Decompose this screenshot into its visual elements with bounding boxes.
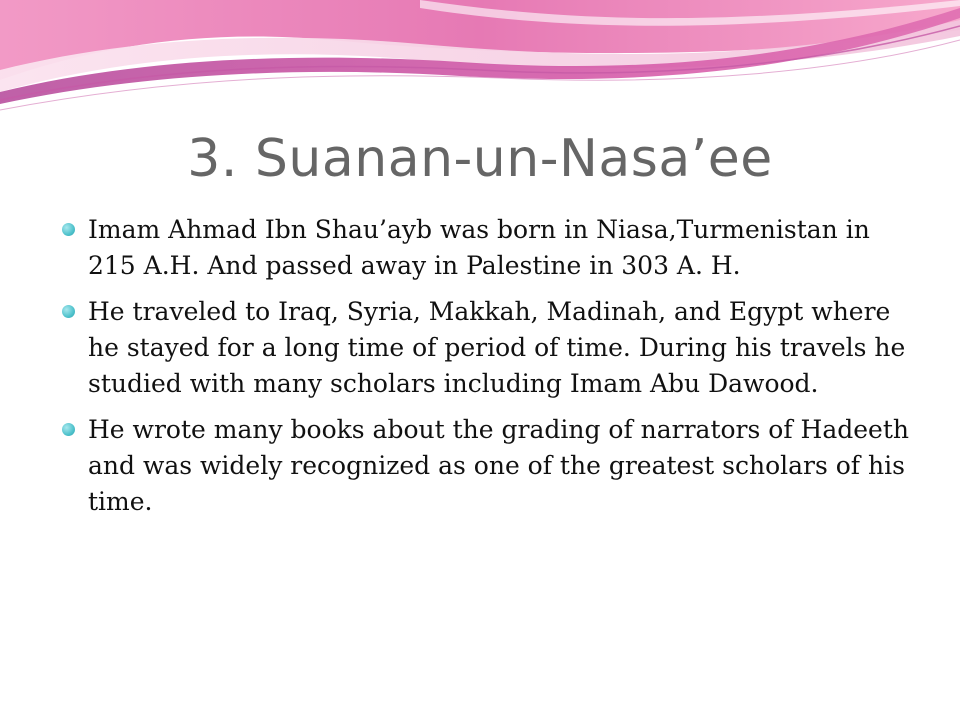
bullet-text: He traveled to Iraq, Syria, Makkah, Madinah, and Egypt where he stayed for a long time of period of time. During his travels he studied with many scholars including Imam Abu Dawood. [88,297,906,398]
bullet-text: Imam Ahmad Ibn Shau’ayb was born in Niasa,Turmenistan in 215 A.H. And passed away in Palestine in 303 A. H. [88,215,870,280]
bullet-icon [62,305,75,318]
bullet-item [60,412,920,520]
slide-title: 3. Suanan-un-Nasa’ee [187,129,773,189]
bullet-item [60,294,920,402]
bullet-icon [62,223,75,236]
bullet-icon [62,423,75,436]
bullet-item [60,212,920,284]
bullet-text: He wrote many books about the grading of narrators of Hadeeth and was widely recognized as one of the greatest scholars of his time. [88,415,909,516]
bullet-list [60,212,920,530]
decorative-header-wave [0,0,960,130]
